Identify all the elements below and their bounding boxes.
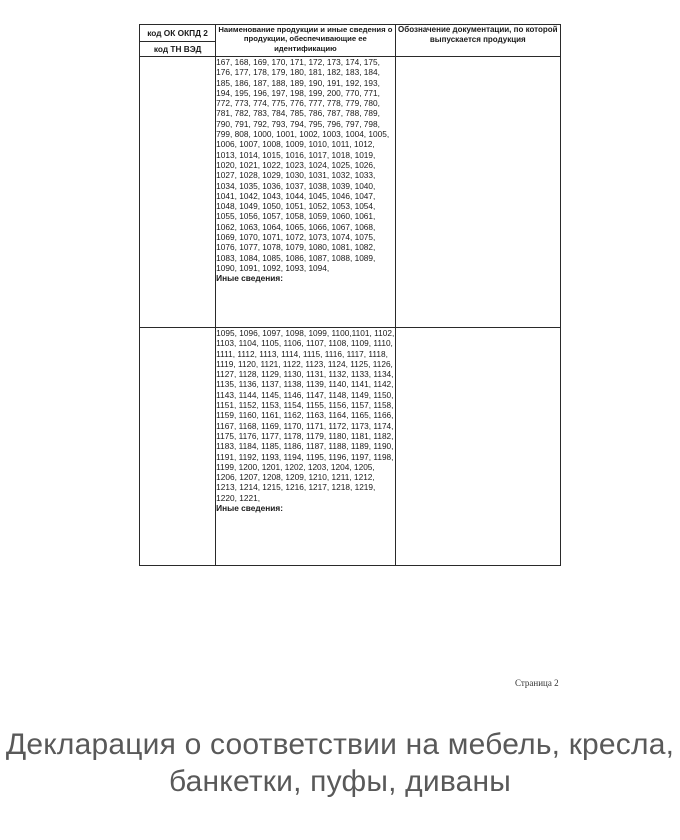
table-header-row <box>140 25 561 42</box>
tnved-header: код ТН ВЭД <box>140 42 216 57</box>
table-row <box>140 57 561 328</box>
other-info-label: Иные сведения: <box>216 503 283 514</box>
declaration-table <box>139 24 561 566</box>
product-codes-cell <box>216 328 395 566</box>
product-codes-cell <box>216 57 395 328</box>
documentation-cell <box>395 57 560 328</box>
product-codes-list: 167, 168, 169, 170, 171, 172, 173, 174, 175, 176, 177, 178, 179, 180, 181, 182, 183, 184, 185, 186, 187, 188, 189, 190, 191, 192, 193, 194, 195, 196, 197, 198, 199, 200, 770, 771, 772, 773, 774, 775, 776, 777, 778, 779, 780, 781, 782, 783, 784, 785, 786, 787, 788, 789, 790, 791, 792, 793, 794, 795, 796, 797, 798, 799, 808, 1000, 1001, 1002, 1003, 1004, 1005, 1006, 1007, 1008, 1009, 1010, 1011, 1012, 1013, 1014, 1015, 1016, 1017, 1018, 1019, 1020, 1021, 1022, 1023, 1024, 1025, 1026, 1027, 1028, 1029, 1030, 1031, 1032, 1033, 1034, 1035, 1036, 1037, 1038, 1039, 1040, 1041, 1042, 1043, 1044, 1045, 1046, 1047, 1048, 1049, 1050, 1051, 1052, 1053, 1054, 1055, 1056, 1057, 1058, 1059, 1060, 1061, 1062, 1063, 1064, 1065, 1066, 1067, 1068, 1069, 1070, 1071, 1072, 1073, 1074, 1075, 1076, 1077, 1078, 1079, 1080, 1081, 1082, 1083, 1084, 1085, 1086, 1087, 1088, 1089, 1090, 1091, 1092, 1093, 1094, <box>216 57 390 273</box>
documentation-header: Обозначение документации, по которой выпускается продукция <box>395 25 560 57</box>
code-cell <box>140 328 216 566</box>
product-name-header: Наименование продукции и иные сведения о продукции, обеспечивающие ее идентификацию <box>216 25 395 57</box>
table-row <box>140 328 561 566</box>
documentation-cell <box>395 328 560 566</box>
other-info-label: Иные сведения: <box>216 273 283 284</box>
document-caption: Декларация о соответствии на мебель, кресла, банкетки, пуфы, диваны <box>5 728 675 798</box>
code-cell <box>140 57 216 328</box>
okpd-header: код ОК ОКПД 2 <box>140 25 216 42</box>
page-number: Страница 2 <box>515 678 559 688</box>
product-codes-list: 1095, 1096, 1097, 1098, 1099, 1100,1101, 1102, 1103, 1104, 1105, 1106, 1107, 1108, 1109, 1110, 1111, 1112, 1113, 1114, 1115, 1116, 1117, 1118, 1119, 1120, 1121, 1122, 1123, 1124, 1125, 1126, 1127, 1128, 1129, 1130, 1131, 1132, 1133, 1134, 1135, 1136, 1137, 1138, 1139, 1140, 1141, 1142, 1143, 1144, 1145, 1146, 1147, 1148, 1149, 1150, 1151, 1152, 1153, 1154, 1155, 1156, 1157, 1158, 1159, 1160, 1161, 1162, 1163, 1164, 1165, 1166, 1167, 1168, 1169, 1170, 1171, 1172, 1173, 1174, 1175, 1176, 1177, 1178, 1179, 1180, 1181, 1182, 1183, 1184, 1185, 1186, 1187, 1188, 1189, 1190, 1191, 1192, 1193, 1194, 1195, 1196, 1197, 1198, 1199, 1200, 1201, 1202, 1203, 1204, 1205, 1206, 1207, 1208, 1209, 1210, 1211, 1212, 1213, 1214, 1215, 1216, 1217, 1218, 1219, 1220, 1221, <box>216 328 395 503</box>
